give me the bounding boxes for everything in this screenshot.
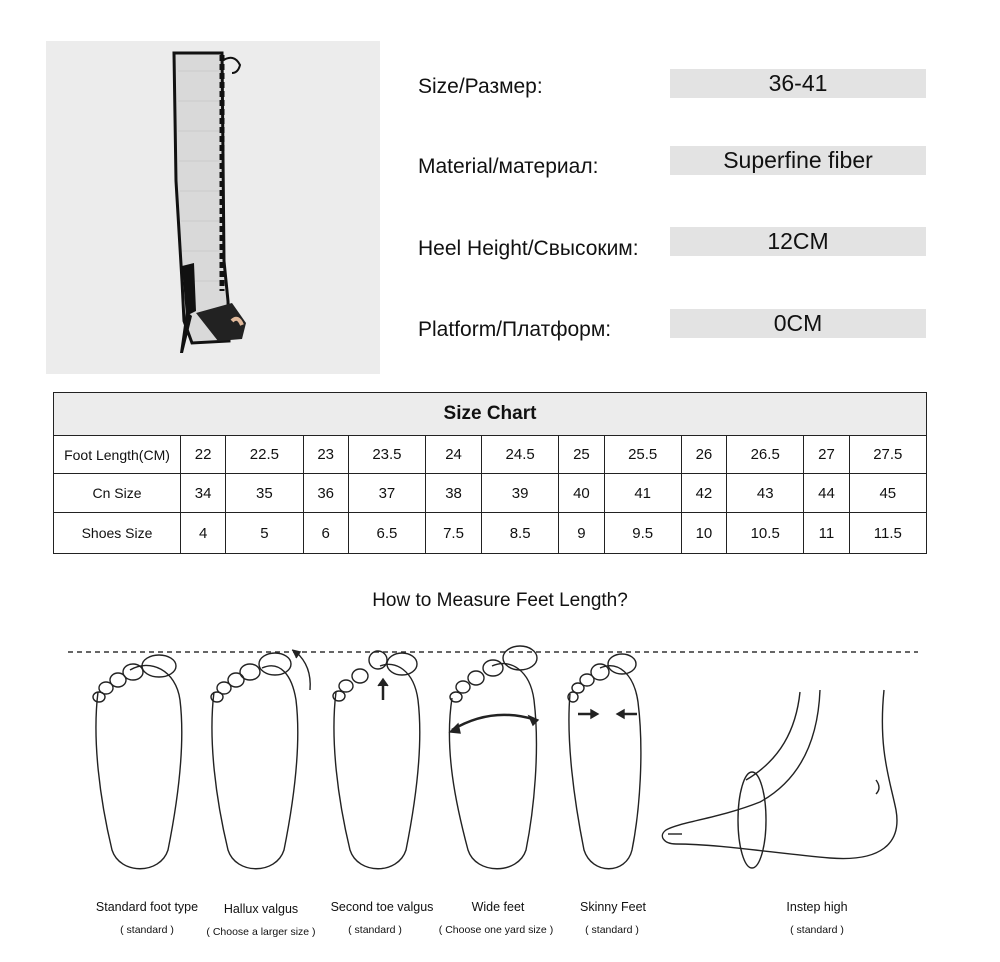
table-cell: 6	[303, 513, 348, 554]
table-cell: 34	[181, 474, 226, 513]
table-cell: 9	[559, 513, 604, 554]
product-photo	[46, 41, 380, 374]
table-cell: 27.5	[849, 436, 926, 474]
skinny-feet-icon	[568, 654, 641, 869]
row-header: Cn Size	[54, 474, 181, 513]
table-cell: 39	[482, 474, 559, 513]
size-chart-title: Size Chart	[54, 393, 927, 436]
heel-height-value: 12CM	[670, 227, 926, 256]
measure-title: How to Measure Feet Length?	[372, 590, 628, 611]
wide-feet-icon	[449, 646, 538, 869]
foot-type-label: Instep high	[786, 900, 848, 914]
size-value: 36-41	[670, 69, 926, 98]
table-cell: 23	[303, 436, 348, 474]
size-label: Size/Размер:	[418, 75, 543, 98]
foot-type-note: ( standard )	[790, 924, 844, 936]
table-cell: 36	[303, 474, 348, 513]
table-cell: 22	[181, 436, 226, 474]
table-cell: 23.5	[348, 436, 425, 474]
table-cell: 35	[226, 474, 303, 513]
second-toe-valgus-foot-icon	[333, 651, 420, 869]
foot-type-label: Standard foot type	[95, 900, 199, 914]
table-cell: 42	[681, 474, 726, 513]
table-cell: 24	[426, 436, 482, 474]
boot-icon	[46, 41, 380, 374]
table-cell: 24.5	[482, 436, 559, 474]
foot-type-label: Skinny Feet	[579, 900, 646, 914]
platform-label: Platform/Платформ:	[418, 318, 612, 341]
table-cell: 5	[226, 513, 303, 554]
foot-type-note: ( Choose a larger size )	[206, 926, 316, 938]
material-label: Material/материал:	[418, 155, 599, 178]
table-cell: 10.5	[727, 513, 804, 554]
table-cell: 11	[804, 513, 849, 554]
table-cell: 25	[559, 436, 604, 474]
foot-type-note: ( Choose one yard size )	[438, 924, 554, 936]
foot-type-note: ( standard )	[348, 924, 402, 936]
table-cell: 4	[181, 513, 226, 554]
size-chart-table	[53, 392, 927, 554]
table-cell: 26.5	[727, 436, 804, 474]
row-header: Shoes Size	[54, 513, 181, 554]
foot-type-label: Second toe valgus	[330, 900, 434, 914]
foot-types-illustration	[0, 630, 1000, 890]
table-cell: 22.5	[226, 436, 303, 474]
table-cell: 43	[727, 474, 804, 513]
table-cell: 37	[348, 474, 425, 513]
table-cell: 27	[804, 436, 849, 474]
table-row	[54, 474, 927, 513]
table-row	[54, 513, 927, 554]
platform-value: 0CM	[670, 309, 926, 338]
hallux-valgus-foot-icon	[211, 650, 310, 869]
table-cell: 44	[804, 474, 849, 513]
foot-type-note: ( standard )	[120, 924, 174, 936]
table-cell: 38	[426, 474, 482, 513]
table-cell: 9.5	[604, 513, 681, 554]
table-cell: 8.5	[482, 513, 559, 554]
table-cell: 26	[681, 436, 726, 474]
foot-type-note: ( standard )	[585, 924, 639, 936]
foot-type-label: Wide feet	[471, 900, 525, 914]
heel-height-label: Heel Height/Свысоким:	[418, 237, 639, 260]
table-cell: 10	[681, 513, 726, 554]
table-cell: 25.5	[604, 436, 681, 474]
material-value: Superfine fiber	[670, 146, 926, 175]
table-cell: 40	[559, 474, 604, 513]
table-cell: 45	[849, 474, 926, 513]
table-cell: 7.5	[426, 513, 482, 554]
row-header: Foot Length(CM)	[54, 436, 181, 474]
foot-type-label: Hallux valgus	[223, 902, 299, 916]
table-cell: 11.5	[849, 513, 926, 554]
table-row	[54, 436, 927, 474]
instep-high-foot-icon	[662, 690, 897, 868]
table-cell: 6.5	[348, 513, 425, 554]
standard-foot-icon	[93, 655, 182, 869]
table-cell: 41	[604, 474, 681, 513]
